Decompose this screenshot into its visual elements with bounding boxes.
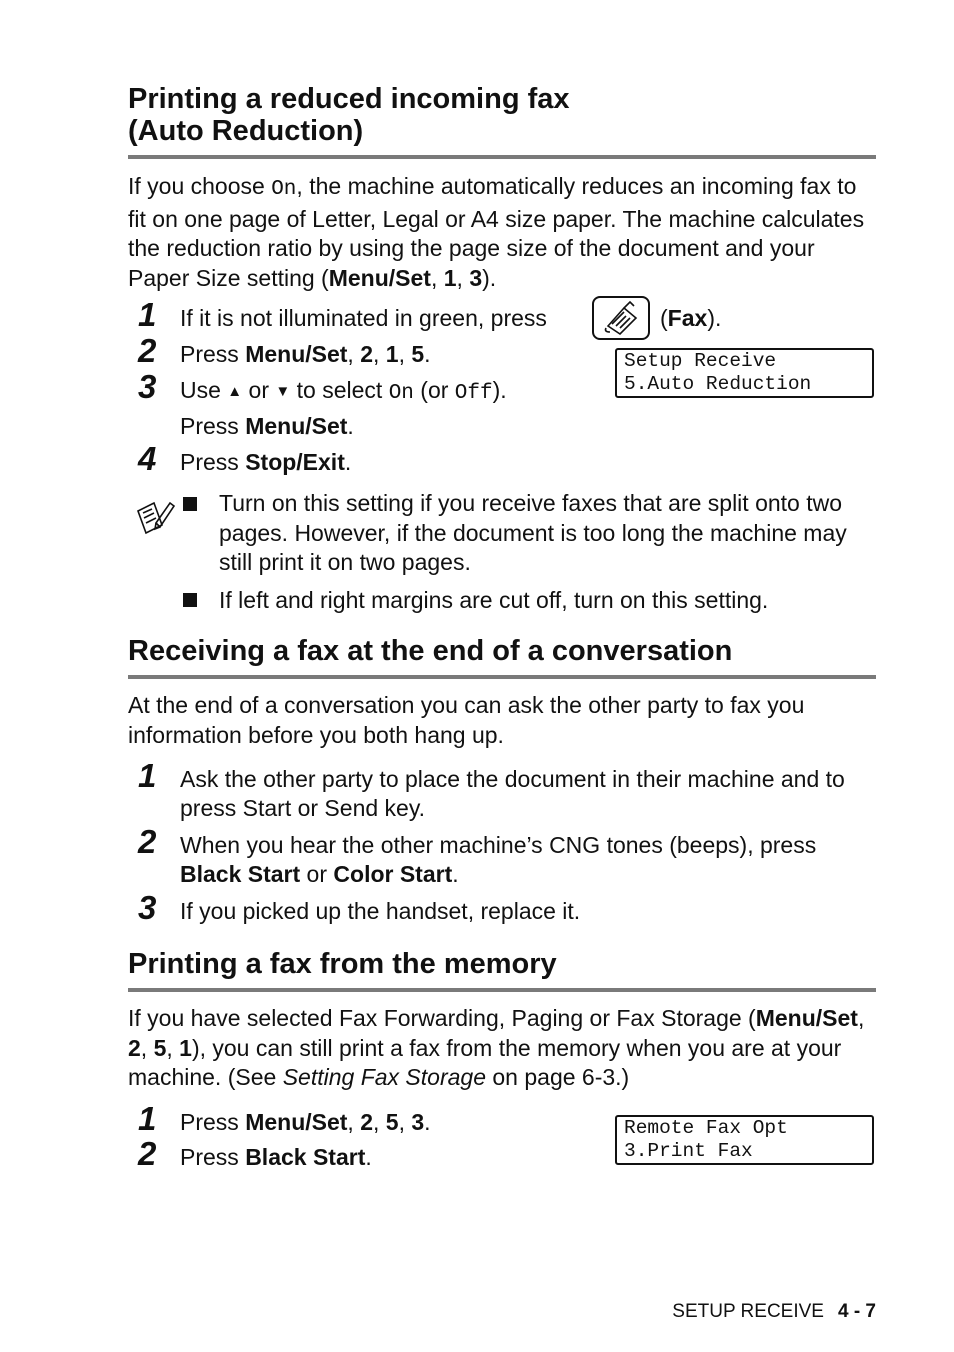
step-text: If it is not illuminated in green, press bbox=[180, 305, 547, 331]
lcd-display: Setup Receive 5.Auto Reduction bbox=[615, 348, 874, 398]
step-number: 2 bbox=[138, 332, 157, 369]
step-number: 3 bbox=[138, 368, 157, 405]
step-number: 3 bbox=[138, 889, 157, 926]
step-text: When you hear the other machine’s CNG tones (beeps), press Black Start or Color Start. bbox=[180, 832, 817, 887]
step-number: 1 bbox=[138, 757, 157, 794]
section-rule bbox=[128, 988, 876, 992]
section-rule bbox=[128, 155, 876, 159]
lcd-display: Remote Fax Opt 3.Print Fax bbox=[615, 1115, 874, 1165]
print-memory-intro: If you have selected Fax Forwarding, Paging or Fax Storage (Menu/Set, 2, 5, 1), you can still print a fax from the memory when you are at your machine. (See Setting Fax Storage on page 6-3.) bbox=[128, 1005, 865, 1091]
bullet bbox=[183, 497, 197, 511]
step-number: 1 bbox=[138, 296, 157, 333]
step-text: Press Black Start. bbox=[180, 1144, 372, 1170]
receiving-fax-intro: At the end of a conversation you can ask the other party to fax you information before you both hang up. bbox=[128, 692, 805, 748]
step-text: Ask the other party to place the document in their machine and to press Start or Send key. bbox=[180, 766, 845, 821]
step-number: 4 bbox=[138, 440, 157, 477]
step-text: If you picked up the handset, replace it. bbox=[180, 898, 581, 924]
page-number: 4 - 7 bbox=[837, 1301, 876, 1322]
step-number: 2 bbox=[138, 823, 157, 860]
up-arrow-icon: ▲ bbox=[227, 383, 243, 400]
step-text: Press Menu/Set, 2, 1, 5. bbox=[180, 341, 431, 367]
step-number: 1 bbox=[138, 1100, 157, 1137]
footer-section: SETUP RECEIVE bbox=[672, 1301, 824, 1322]
step-text: Press Menu/Set. bbox=[180, 413, 354, 439]
auto-reduction-intro: If you choose On, the machine automatically reduces an incoming fax to fit on one page of Letter, Legal or A4 size paper. The machine calculates the reduction ratio by using the page size of the document and your Paper Size setting (Menu/Set, 1, 3). bbox=[128, 173, 865, 292]
note-text: If left and right margins are cut off, turn on this setting. bbox=[219, 587, 769, 613]
fax-key-icon bbox=[592, 296, 650, 340]
note-icon bbox=[134, 497, 176, 540]
section-rule bbox=[128, 675, 876, 679]
step-text: Press Stop/Exit. bbox=[180, 449, 352, 475]
step-text: Press Menu/Set, 2, 5, 3. bbox=[180, 1109, 431, 1135]
fax-key-label: (Fax). bbox=[660, 305, 722, 331]
step-text: Use ▲ or ▼ to select On (or Off). bbox=[180, 377, 507, 405]
step-number: 2 bbox=[138, 1135, 157, 1172]
note-text: Turn on this setting if you receive faxes that are split onto two pages. However, if the document is too long the machine may still print it on two pages. bbox=[219, 490, 847, 576]
page-footer bbox=[672, 1300, 876, 1324]
section-title-receiving-fax: Receiving a fax at the end of a conversation bbox=[128, 635, 733, 667]
section-title-print-from-memory: Printing a fax from the memory bbox=[128, 948, 557, 980]
bullet bbox=[183, 593, 197, 607]
section-title-auto-reduction: Printing a reduced incoming fax (Auto Reduction) bbox=[128, 83, 570, 147]
down-arrow-icon: ▼ bbox=[275, 383, 291, 400]
